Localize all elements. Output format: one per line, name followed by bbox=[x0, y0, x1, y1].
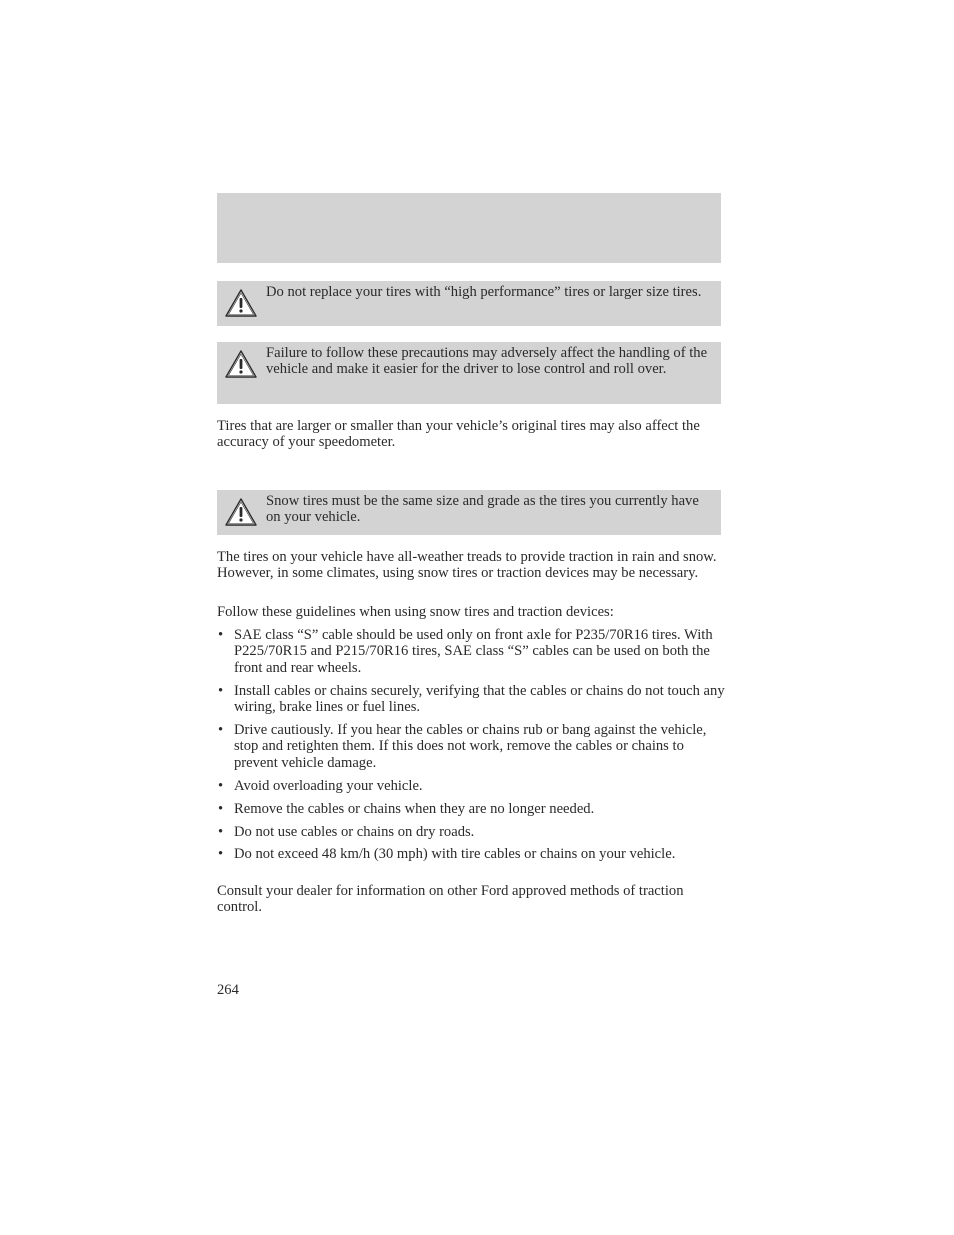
list-item-text: Drive cautiously. If you hear the cables or chains rub or bang against the vehicle, stop and retighten them. If this does not work, remove the cables or chains to prevent vehicle damage. bbox=[234, 722, 707, 771]
list-item-text: Do not use cables or chains on dry roads. bbox=[234, 823, 475, 840]
bullet: • bbox=[218, 777, 224, 794]
speedometer-paragraph: Tires that are larger or smaller than your vehicle’s original tires may also affect the accuracy of your speedometer. bbox=[217, 418, 700, 451]
list-item-text: Do not exceed 48 km/h (30 mph) with tire cables or chains on your vehicle. bbox=[234, 846, 676, 863]
treads-paragraph: The tires on your vehicle have all-weather treads to provide traction in rain and snow. However, in some climates, using snow tires or traction devices may be necessary. bbox=[217, 549, 717, 582]
guidelines-list bbox=[217, 627, 727, 869]
warning-box-snow-tires bbox=[217, 490, 721, 535]
guidelines-intro: Follow these guidelines when using snow tires and traction devices: bbox=[217, 604, 614, 620]
bullet: • bbox=[218, 627, 224, 643]
list-item bbox=[217, 824, 727, 840]
list-item bbox=[217, 846, 727, 862]
list-item bbox=[217, 683, 727, 716]
warning-text: Failure to follow these precautions may adversely affect the handling of the vehicle and make it easier for the driver to lose control and roll over. bbox=[266, 345, 708, 378]
list-item bbox=[217, 801, 727, 817]
warning-box-tire-size bbox=[217, 281, 721, 326]
list-item-text: Remove the cables or chains when they are no longer needed. bbox=[234, 800, 595, 817]
bullet: • bbox=[218, 823, 224, 840]
list-item bbox=[217, 722, 727, 771]
bullet: • bbox=[218, 682, 224, 699]
list-item-text: Install cables or chains securely, verifying that the cables or chains do not touch any wiring, brake lines or fuel lines. bbox=[234, 682, 725, 716]
warning-triangle-icon bbox=[224, 497, 258, 527]
list-item bbox=[217, 778, 727, 794]
warning-triangle-icon bbox=[224, 349, 258, 379]
warning-text: Do not replace your tires with “high performance” tires or larger size tires. bbox=[266, 284, 702, 300]
bullet: • bbox=[218, 722, 224, 739]
warning-triangle-icon bbox=[224, 288, 258, 318]
page-number: 264 bbox=[217, 982, 239, 998]
bullet: • bbox=[218, 800, 224, 817]
section-header-bar bbox=[217, 193, 721, 263]
list-item-text: Avoid overloading your vehicle. bbox=[234, 777, 423, 794]
warning-text: Snow tires must be the same size and grade as the tires you currently have on your vehicle. bbox=[266, 493, 699, 526]
bullet: • bbox=[218, 846, 224, 863]
consult-paragraph: Consult your dealer for information on other Ford approved methods of traction control. bbox=[217, 883, 684, 916]
list-item bbox=[217, 627, 727, 676]
list-item-text: SAE class “S” cable should be used only on front axle for P235/70R16 tires. With P225/70R15 and P215/70R16 tires, SAE class “S” cables can be used on both the front and rear wheels. bbox=[234, 627, 713, 676]
warning-box-precautions bbox=[217, 342, 721, 404]
